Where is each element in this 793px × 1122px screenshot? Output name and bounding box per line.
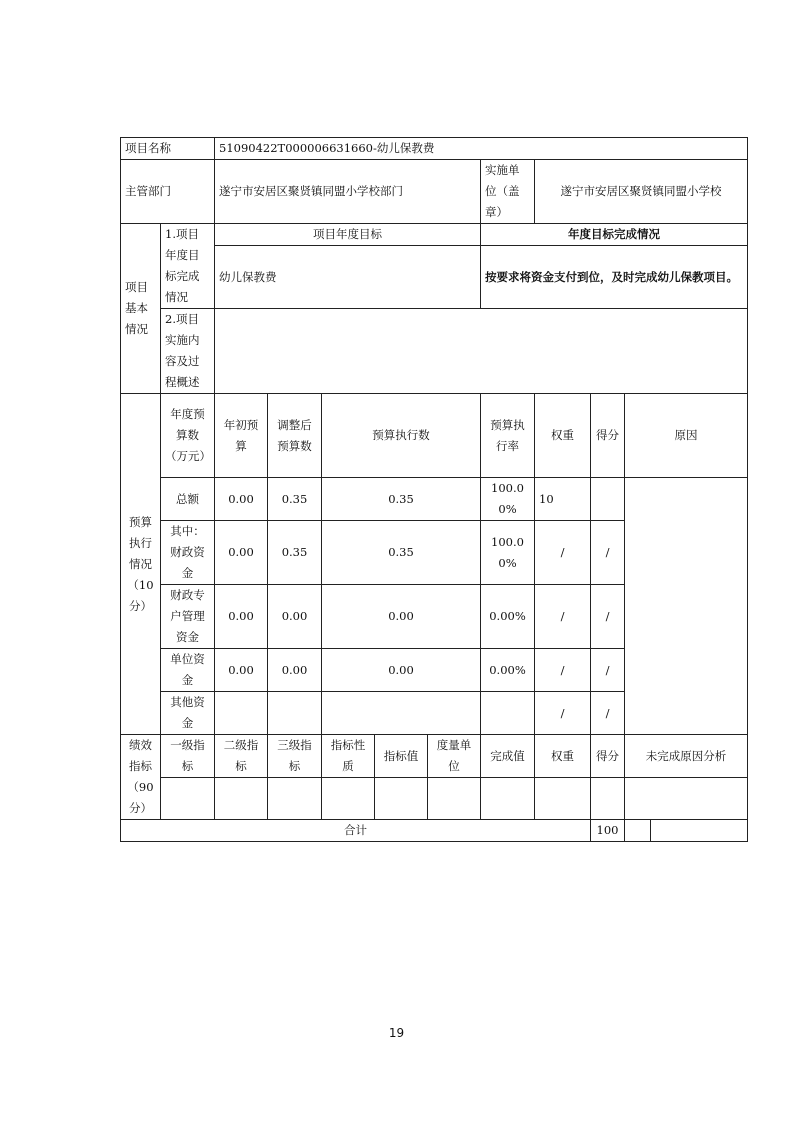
budget-row-rate: 0.00%: [481, 649, 535, 692]
empty-cell: [322, 778, 375, 820]
budget-row-rate: 100.00%: [481, 521, 535, 585]
form-table: [120, 137, 748, 842]
budget-row-initial: [215, 692, 268, 735]
empty-cell: [481, 778, 535, 820]
budget-amount-header: 年度预算数（万元）: [161, 394, 215, 478]
adjusted-budget-header: 调整后预算数: [268, 394, 322, 478]
budget-row-weight: /: [535, 692, 591, 735]
budget-section-label: 预算执行情况（10分）: [121, 394, 161, 735]
goal-value: 幼儿保教费: [215, 246, 481, 309]
completion-value: 按要求将资金支付到位，及时完成幼儿保教项目。: [481, 246, 748, 309]
budget-row-executed: 0.35: [322, 521, 481, 585]
empty-cell: [375, 778, 428, 820]
empty-cell: [591, 778, 625, 820]
level3-header: 三级指标: [268, 735, 322, 778]
row-total: [121, 820, 748, 842]
budget-row-initial: 0.00: [215, 585, 268, 649]
initial-budget-header: 年初预算: [215, 394, 268, 478]
budget-row-label: 其他资金: [161, 692, 215, 735]
unit-header: 度量单位: [428, 735, 481, 778]
row-department: [121, 160, 748, 224]
budget-row-executed: [322, 692, 481, 735]
performance-section-label: 绩效指标（90分）: [121, 735, 161, 820]
budget-row-adjusted: 0.00: [268, 585, 322, 649]
budget-row-label: 财政专户管理资金: [161, 585, 215, 649]
row-performance-header: [121, 735, 748, 778]
budget-row-executed: 0.00: [322, 649, 481, 692]
budget-row-initial: 0.00: [215, 521, 268, 585]
budget-row: [121, 478, 748, 521]
unfinished-reason-header: 未完成原因分析: [625, 735, 748, 778]
dept-label: 主管部门: [121, 160, 215, 224]
budget-row-score: /: [591, 585, 625, 649]
empty-cell: [161, 778, 215, 820]
perf-weight-header: 权重: [535, 735, 591, 778]
completed-value-header: 完成值: [481, 735, 535, 778]
budget-row-score: /: [591, 649, 625, 692]
performance-form: [120, 137, 747, 842]
completion-header: 年度目标完成情况: [481, 224, 748, 246]
empty-cell: [215, 778, 268, 820]
empty-cell: [268, 778, 322, 820]
budget-row-initial: 0.00: [215, 478, 268, 521]
basic-section-label: 项目基本情况: [121, 224, 161, 394]
budget-score-header: 得分: [591, 394, 625, 478]
budget-row-initial: 0.00: [215, 649, 268, 692]
row-goal-header: [121, 224, 748, 246]
budget-row-executed: 0.00: [322, 585, 481, 649]
row-project-name: [121, 138, 748, 160]
budget-reason-value: [625, 478, 748, 735]
budget-row-executed: 0.35: [322, 478, 481, 521]
row-performance-empty: [121, 778, 748, 820]
empty-cell: [428, 778, 481, 820]
impl-unit-label: 实施单位（盖章）: [481, 160, 535, 224]
impl-content-label: 2.项目实施内容及过程概述: [161, 309, 215, 394]
project-name-label: 项目名称: [121, 138, 215, 160]
budget-row-label: 其中：财政资金: [161, 521, 215, 585]
row-budget-header: [121, 394, 748, 478]
perf-score-header: 得分: [591, 735, 625, 778]
goal-header: 项目年度目标: [215, 224, 481, 246]
budget-row-adjusted: 0.00: [268, 649, 322, 692]
indicator-value-header: 指标值: [375, 735, 428, 778]
budget-row-adjusted: 0.35: [268, 521, 322, 585]
total-reason: [651, 820, 748, 842]
empty-cell: [625, 778, 748, 820]
page-number: 19: [388, 1026, 405, 1040]
budget-row-score: /: [591, 692, 625, 735]
budget-weight-header: 权重: [535, 394, 591, 478]
budget-row-score: [591, 478, 625, 521]
impl-unit-value: 遂宁市安居区聚贤镇同盟小学校: [535, 160, 748, 224]
budget-row-weight: 10: [535, 478, 591, 521]
impl-content-value: [215, 309, 748, 394]
nature-header: 指标性质: [322, 735, 375, 778]
budget-row-rate: 100.00%: [481, 478, 535, 521]
dept-value: 遂宁市安居区聚贤镇同盟小学校部门: [215, 160, 481, 224]
execution-rate-header: 预算执行率: [481, 394, 535, 478]
empty-cell: [535, 778, 591, 820]
executed-budget-header: 预算执行数: [322, 394, 481, 478]
budget-row-adjusted: [268, 692, 322, 735]
budget-reason-header: 原因: [625, 394, 748, 478]
row-goal-value: [121, 246, 748, 309]
goal-label: 1.项目年度目标完成情况: [161, 224, 215, 309]
row-impl-content: [121, 309, 748, 394]
total-weight: 100: [591, 820, 625, 842]
budget-row-weight: /: [535, 521, 591, 585]
total-label: 合计: [121, 820, 591, 842]
budget-row-weight: /: [535, 649, 591, 692]
budget-row-score: /: [591, 521, 625, 585]
level1-header: 一级指标: [161, 735, 215, 778]
budget-row-rate: 0.00%: [481, 585, 535, 649]
project-name-value: 51090422T000006631660-幼儿保教费: [215, 138, 748, 160]
budget-row-label: 单位资金: [161, 649, 215, 692]
budget-row-weight: /: [535, 585, 591, 649]
level2-header: 二级指标: [215, 735, 268, 778]
total-score: [625, 820, 651, 842]
budget-row-rate: [481, 692, 535, 735]
budget-row-label: 总额: [161, 478, 215, 521]
budget-row-adjusted: 0.35: [268, 478, 322, 521]
